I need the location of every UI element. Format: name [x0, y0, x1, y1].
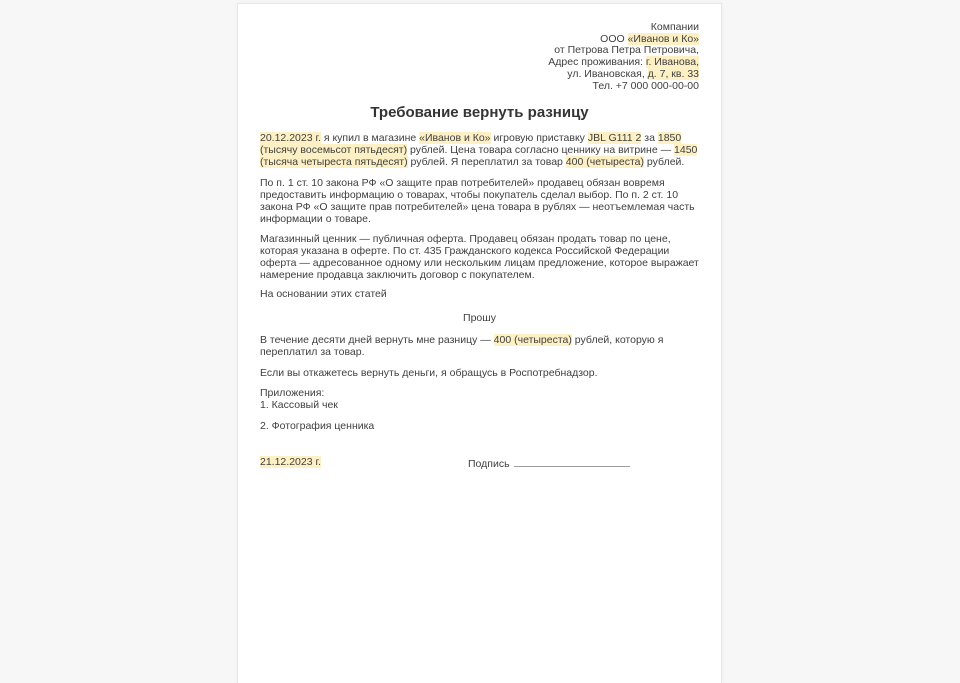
signature-line	[514, 456, 630, 467]
paragraph-law	[260, 177, 699, 225]
highlighted-text: «Иванов и Ко»	[419, 132, 491, 145]
text-segment: В течение десяти дней вернуть мне разницу —	[260, 334, 494, 347]
text-segment: рублей. Цена товара согласно ценнику на витрине —	[407, 144, 675, 157]
header-line-recipient	[260, 22, 699, 34]
letter-footer	[260, 456, 699, 470]
highlighted-text: 20.12.2023 г.	[260, 132, 321, 145]
text-segment: Тел. +7 000 000-00-00	[592, 79, 699, 92]
highlighted-text: 400 (четыреста)	[565, 156, 645, 169]
paragraph-basis	[260, 288, 699, 300]
highlighted-text: г. Иванова,	[645, 56, 699, 69]
request-heading: Прошу	[463, 312, 496, 325]
highlighted-text: 400 (четыреста)	[493, 334, 572, 347]
highlighted-text: д. 7, кв. 33	[647, 67, 699, 80]
text-segment: Компании	[650, 21, 699, 33]
highlighted-text: 1850 (тысячу восемьсот пятьдесят)	[260, 132, 682, 157]
request-line	[260, 334, 699, 358]
letter-title: Требование вернуть разницу	[370, 104, 589, 122]
document-page	[237, 3, 722, 683]
attachment-item: 1. Кассовый чек	[260, 399, 338, 412]
text-segment: от Петрова Петра Петровича,	[554, 44, 699, 57]
highlighted-text: 1450 (тысяча четыреста пятьдесят)	[260, 144, 698, 169]
warning-line: Если вы откажетесь вернуть деньги, я обращусь в Роспотребнадзор.	[260, 367, 598, 380]
attachments-section	[260, 387, 699, 432]
paragraph-purchase	[260, 132, 699, 168]
text-segment: На основании этих статей	[260, 288, 387, 301]
date-line	[260, 456, 321, 468]
highlighted-text: 21.12.2023 г.	[260, 456, 321, 469]
text-segment: рублей.	[644, 156, 685, 169]
text-segment: По п. 1 ст. 10 закона РФ «О защите прав потребителей» продавец обязан вовремя предоставить информацию о товарах, чтобы покупатель сделал выбор. По п. 2 ст. 10 закона РФ «О защите прав потребителей» цена товара в рублях — неотъемлемая часть информации о товаре.	[260, 177, 695, 226]
highlighted-text: JBL G111 2	[587, 132, 642, 145]
letter-header	[260, 22, 699, 92]
signature-label: Подпись	[468, 458, 510, 471]
text-segment: рублей, которую я переплатил за товар.	[260, 334, 664, 359]
attachment-item: 2. Фотография ценника	[260, 420, 375, 433]
text-segment: я купил в магазине	[320, 132, 420, 145]
paragraph-offer	[260, 233, 699, 281]
text-segment: за	[641, 132, 658, 145]
header-line-phone	[260, 81, 699, 93]
text-segment: Магазинный ценник — публичная оферта. Продавец обязан продать товар по цене, которая указана в оферте. По ст. 435 Гражданского кодекса Российской Федерации оферта — адресованное одному или нескольким лицам предложение, которое выражает намерение продавца заключить договор с покупателем.	[260, 233, 699, 282]
highlighted-text: «Иванов и Ко»	[627, 32, 699, 45]
text-segment: ООО	[600, 32, 628, 45]
text-segment: Адрес проживания:	[548, 56, 646, 69]
text-segment: ул. Ивановская,	[567, 67, 648, 80]
text-segment: игровую приставку	[490, 132, 588, 145]
attachments-label: Приложения:	[260, 387, 325, 400]
signature-block	[468, 456, 630, 470]
text-segment: рублей. Я переплатил за товар	[407, 156, 566, 169]
